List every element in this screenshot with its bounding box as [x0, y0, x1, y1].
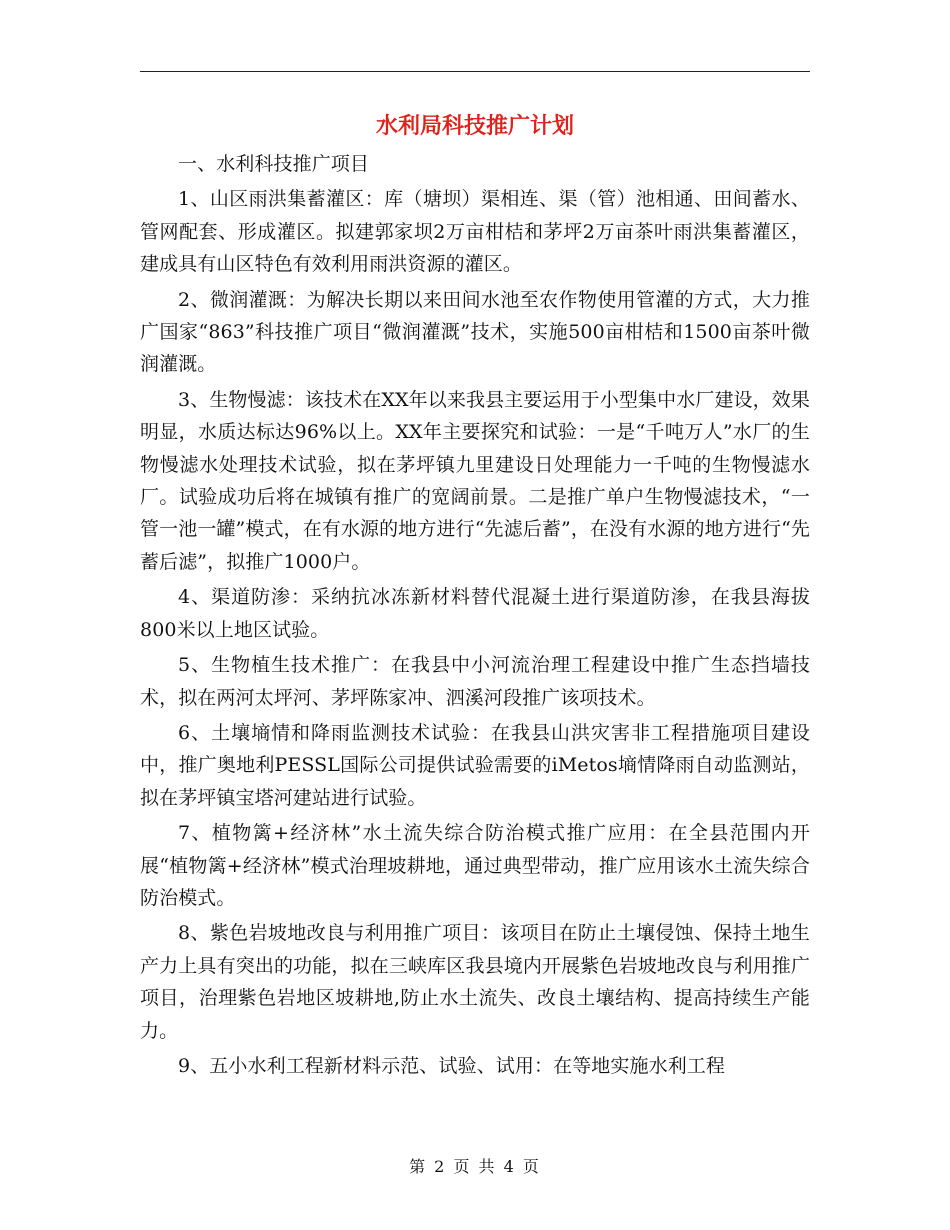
paragraph-item-3: 3、生物慢滤：该技术在XX年以来我县主要运用于小型集中水厂建设，效果明显，水质达标达96%以上。XX年主要探究和试验：一是“千吨万人”水厂的生物慢滤水处理技术试验，拟在茅坪镇九里建设日处理能力一千吨的生物慢滤水厂。试验成功后将在城镇有推广的宽阔前景。二是推广单户生物慢滤技术，“一管一池一罐”模式，在有水源的地方进行“先滤后蓄”，在没有水源的地方进行“先蓄后滤”，拟推广1000户。 [140, 388, 810, 573]
paragraph-item-5: 5、生物植生技术推广：在我县中小河流治理工程建设中推广生态挡墙技术，拟在两河太坪河、茅坪陈家冲、泗溪河段推广该项技术。 [140, 654, 810, 709]
document-body [140, 148, 810, 1082]
paragraph-item-2: 2、微润灌溉：为解决长期以来田间水池至农作物使用管灌的方式，大力推广国家“863”科技推广项目“微润灌溉”技术，实施500亩柑桔和1500亩茶叶微润灌溉。 [140, 288, 810, 376]
document-page [140, 104, 810, 1085]
section-heading: 一、水利科技推广项目 [178, 153, 370, 175]
paragraph-item-8: 8、紫色岩坡地改良与利用推广项目：该项目在防止土壤侵蚀、保持土地生产力上具有突出的功能，拟在三峡库区我县境内开展紫色岩坡地改良与利用推广项目，治理紫色岩地区坡耕地,防止水土流失、改良土壤结构、提高持续生产能力。 [140, 922, 810, 1042]
page-number-footer: 第 2 页 共 4 页 [409, 1157, 541, 1176]
paragraph-item-6: 6、土壤墒情和降雨监测技术试验：在我县山洪灾害非工程措施项目建设中，推广奥地利PESSL国际公司提供试验需要的iMetos墒情降雨自动监测站，拟在茅坪镇宝塔河建站进行试验。 [140, 721, 810, 809]
header-rule [140, 71, 810, 72]
paragraph-item-1: 1、山区雨洪集蓄灌区：库（塘坝）渠相连、渠（管）池相通、田间蓄水、管网配套、形成灌区。拟建郭家坝2万亩柑桔和茅坪2万亩茶叶雨洪集蓄灌区，建成具有山区特色有效利用雨洪资源的灌区。 [140, 188, 810, 276]
paragraph-item-9: 9、五小水利工程新材料示范、试验、试用：在等地实施水利工程 [178, 1054, 725, 1077]
paragraph-item-7: 7、植物篱+经济林”水土流失综合防治模式推广应用：在全县范围内开展“植物篱+经济林”模式治理坡耕地，通过典型带动，推广应用该水土流失综合防治模式。 [140, 822, 810, 909]
document-title: 水利局科技推广计划 [375, 113, 574, 139]
paragraph-item-4: 4、渠道防渗：采纳抗冰冻新材料替代混凝土进行渠道防渗，在我县海拔800米以上地区试验。 [140, 586, 810, 641]
